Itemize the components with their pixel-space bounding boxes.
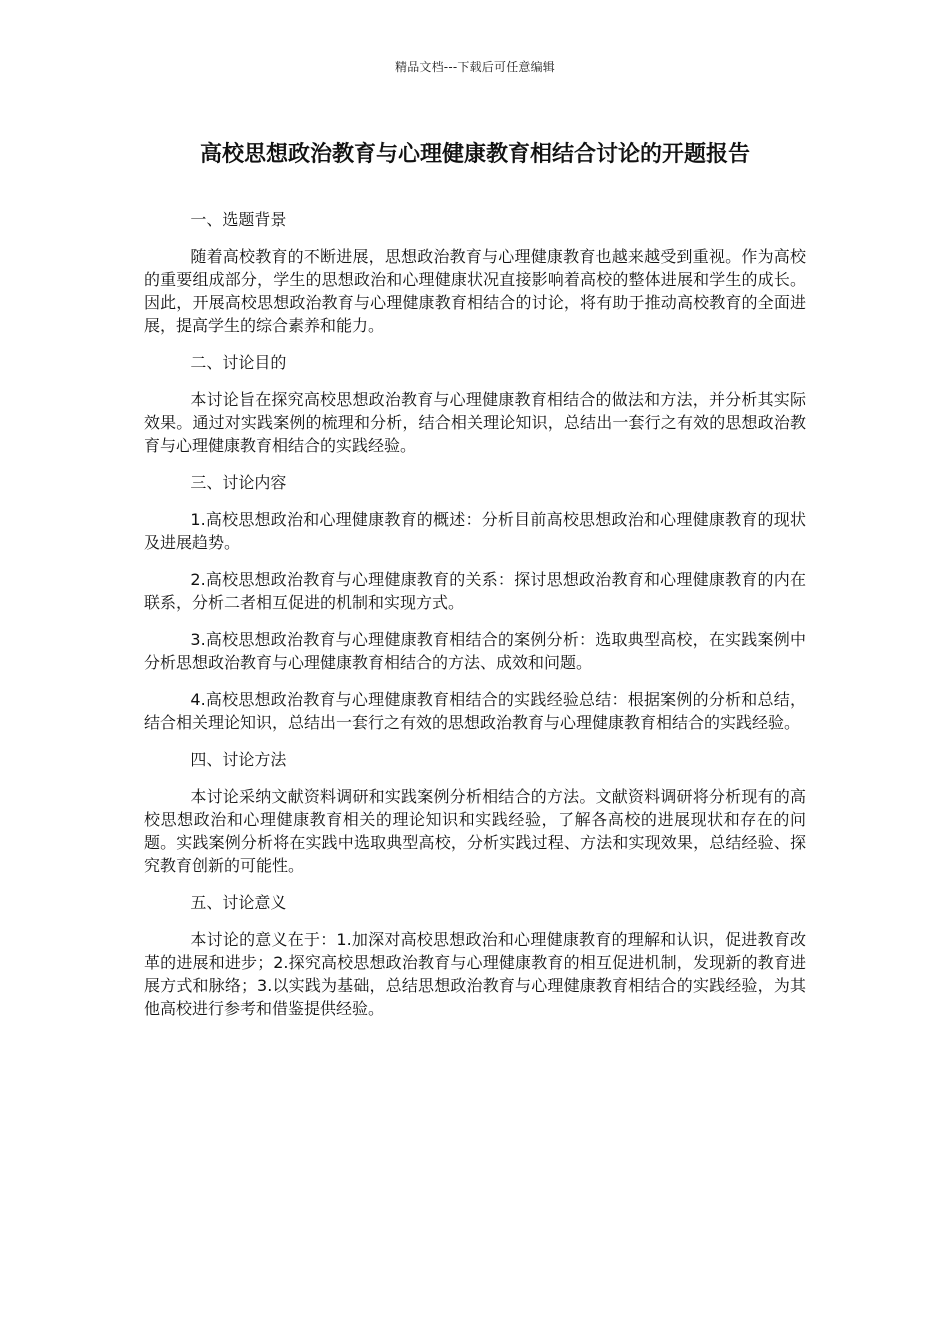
paragraph-background: 随着高校教育的不断进展，思想政治教育与心理健康教育也越来越受到重视。作为高校的重要组成部分，学生的思想政治和心理健康状况直接影响着高校的整体进展和学生的成长。因此，开展高校思想政治教育与心理健康教育相结合的讨论，将有助于推动高校教育的全面进展，提高学生的综合素养和能力。	[144, 247, 806, 335]
section-heading-purpose: 二、讨论目的	[190, 353, 287, 372]
paragraph-method: 本讨论采纳文献资料调研和实践案例分析相结合的方法。文献资料调研将分析现有的高校思想政治和心理健康教育相关的理论知识和实践经验，了解各高校的进展现状和存在的问题。实践案例分析将在实践中选取典型高校，分析实践过程、方法和实现效果，总结经验、探究教育创新的可能性。	[144, 787, 806, 875]
paragraph-significance: 本讨论的意义在于：1.加深对高校思想政治和心理健康教育的理解和认识，促进教育改革的进展和进步；2.探究高校思想政治教育与心理健康教育的相互促进机制，发现新的教育进展方式和脉络；3.以实践为基础，总结思想政治教育与心理健康教育相结合的实践经验，为其他高校进行参考和借鉴提供经验。	[144, 930, 806, 1018]
page-header: 精品文档---下载后可任意编辑	[395, 60, 555, 74]
paragraph-content-item-1: 1.高校思想政治和心理健康教育的概述：分析目前高校思想政治和心理健康教育的现状及进展趋势。	[144, 510, 806, 552]
paragraph-purpose: 本讨论旨在探究高校思想政治教育与心理健康教育相结合的做法和方法，并分析其实际效果。通过对实践案例的梳理和分析，结合相关理论知识，总结出一套行之有效的思想政治教育与心理健康教育相结合的实践经验。	[144, 390, 806, 455]
section-heading-content: 三、讨论内容	[190, 473, 287, 492]
paragraph-content-item-4: 4.高校思想政治教育与心理健康教育相结合的实践经验总结：根据案例的分析和总结，结合相关理论知识，总结出一套行之有效的思想政治教育与心理健康教育相结合的实践经验。	[144, 690, 806, 732]
section-heading-method: 四、讨论方法	[190, 750, 287, 769]
paragraph-content-item-3: 3.高校思想政治教育与心理健康教育相结合的案例分析：选取典型高校，在实践案例中分析思想政治教育与心理健康教育相结合的方法、成效和问题。	[144, 630, 806, 672]
paragraph-content-item-2: 2.高校思想政治教育与心理健康教育的关系：探讨思想政治教育和心理健康教育的内在联系，分析二者相互促进的机制和实现方式。	[144, 570, 806, 612]
document-body	[144, 208, 806, 1034]
section-heading-background: 一、选题背景	[190, 210, 287, 229]
document-title: 高校思想政治教育与心理健康教育相结合讨论的开题报告	[199, 142, 750, 167]
section-heading-significance: 五、讨论意义	[190, 893, 287, 912]
